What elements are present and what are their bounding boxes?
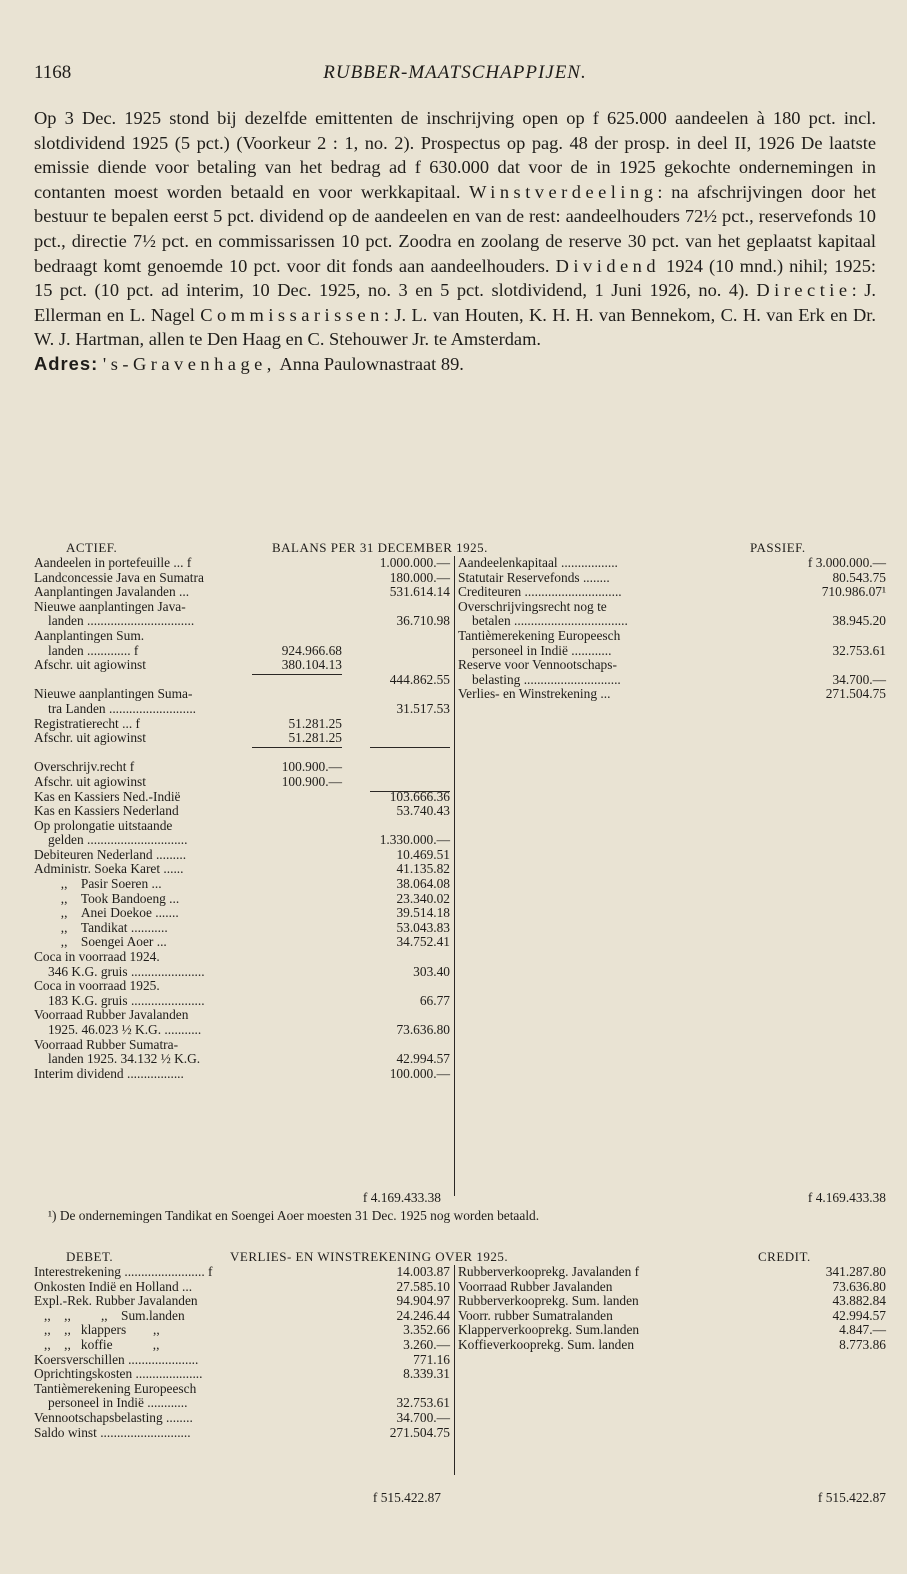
row-label: Kas en Kassiers Nederland: [34, 803, 179, 819]
row-label: Vennootschapsbelasting ........: [34, 1409, 193, 1425]
row-label: Nieuwe aanplantingen Java-: [34, 598, 186, 614]
row-label: ,, Anei Doekoe .......: [34, 905, 179, 921]
table-row: [458, 686, 886, 702]
table-row: [34, 1280, 454, 1295]
row-amount: 23.340.02: [396, 890, 450, 906]
row-label: Voorraad Rubber Javalanden: [458, 1278, 613, 1294]
row-amount: 27.585.10: [396, 1278, 450, 1294]
table-row: [34, 571, 454, 586]
profit-loss-total-credit: f 515.422.87: [817, 1490, 886, 1505]
row-amount: 80.543.75: [832, 569, 886, 585]
table-row: [34, 994, 454, 1009]
balance-head-actief: ACTIEF.: [66, 540, 118, 555]
row-amount: 271.504.75: [825, 686, 886, 702]
row-label: Rubberverkooprekg. Sum. landen: [458, 1293, 639, 1309]
row-label: ,, Pasir Soeren ...: [34, 876, 162, 892]
table-row: [34, 1367, 454, 1382]
row-label: Interim dividend .................: [34, 1065, 184, 1081]
table-row: [34, 556, 454, 571]
row-label: ,, Soengei Aoer ...: [34, 934, 167, 950]
table-row: [34, 1038, 454, 1053]
profit-loss-total-debet: f 515.422.87: [372, 1490, 441, 1505]
address-line: [34, 352, 876, 377]
subtotal-rule: [252, 747, 342, 748]
running-title: RUBBER-MAATSCHAPPIJEN.: [323, 62, 587, 83]
table-row: [34, 1023, 454, 1038]
address-street: Anna Paulownastraat 89.: [275, 353, 464, 374]
row-subamount: 380.104.13: [281, 657, 342, 673]
row-label: Nieuwe aanplantingen Suma-: [34, 686, 193, 702]
row-amount: 100.000.—: [389, 1065, 450, 1081]
label-commissarissen: Commissarissen: [200, 304, 384, 325]
row-label: Reserve voor Vennootschaps-: [458, 657, 617, 673]
row-amount: 531.614.14: [389, 584, 450, 600]
table-row: [34, 804, 454, 819]
row-amount: 34.700.—: [396, 1409, 450, 1425]
row-label: Afschr. uit agiowinst: [34, 657, 146, 673]
balance-header: [34, 541, 876, 556]
balance-total-passief: f 4.169.433.38: [807, 1190, 886, 1205]
row-label: betalen ..................................: [472, 613, 628, 629]
profit-loss-head-debet: DEBET.: [66, 1249, 114, 1264]
row-amount: 41.135.82: [396, 861, 450, 877]
row-label: Tantièmerekening Europeesch: [458, 627, 621, 643]
row-subamount: 100.900.—: [281, 759, 342, 775]
row-label: 183 K.G. gruis ......................: [48, 992, 205, 1008]
table-row: [34, 1411, 454, 1426]
balance-passief-column: [458, 555, 886, 1196]
paragraph-dividend: 1924 (10 mnd.) nihil; 1925: 15 pct. (10 pct. ad interim, 10 Dec. 1925, no. 3 en 5 pct. slotdividend, 1 Juni 1926, no. 4).: [34, 255, 877, 301]
table-row: [34, 921, 454, 936]
table-row: [458, 1336, 886, 1353]
table-row: [34, 775, 454, 790]
table-row: [34, 717, 454, 732]
row-amount: 32.753.61: [396, 1395, 450, 1411]
row-label: Administr. Soeka Karet ......: [34, 861, 184, 877]
table-row: [34, 731, 454, 746]
table-row: [34, 979, 454, 994]
footnote-text: ¹) De ondernemingen Tandikat en Soengei Aoer moesten 31 Dec. 1925 nog worden betaald.: [48, 1208, 540, 1223]
profit-loss-totals: [34, 1490, 886, 1506]
paragraph-emission: Op 3 Dec. 1925 stond bij dezelfde emittenten de inschrijving open op f 625.000 aandeelen à 180 pct. incl. slotdividend 1925 (5 pct.) (Voorkeur 2 : 1, no. 2). Prospectus op pag. 48 der prosp. in deel II, 1926 De laatste emissie diende voor betaling van het bedrag ad f 630.000 dat voor de in 1925 gekochte ondernemingen in contanten moest worden betaald en voor werkkapitaal.: [34, 108, 876, 202]
balance-head-passief: PASSIEF.: [750, 540, 806, 555]
table-row: [34, 1426, 454, 1441]
row-subamount: 100.900.—: [281, 773, 342, 789]
table-row: [458, 600, 876, 615]
row-subamount: 51.281.25: [288, 730, 342, 746]
row-amount: 73.636.80: [832, 1278, 886, 1294]
row-label: Kas en Kassiers Ned.-Indië: [34, 788, 181, 804]
row-label: Aanplantingen Javalanden ...: [34, 584, 190, 600]
table-row: [34, 629, 454, 644]
row-amount: 53.043.83: [396, 919, 450, 935]
table-row: [34, 1052, 454, 1067]
row-label: Voorr. rubber Sumatralanden: [458, 1307, 613, 1323]
row-label: Tantièmerekening Europeesch: [34, 1380, 197, 1396]
row-label: Koersverschillen .....................: [34, 1351, 199, 1367]
amount-rule: [370, 747, 450, 748]
profit-loss-head-title: VERLIES- EN WINSTREKENING OVER 1925.: [230, 1249, 509, 1264]
row-label: Interestrekening ........................ f: [34, 1264, 213, 1279]
row-amount: 303.40: [413, 963, 450, 979]
table-row: [458, 642, 886, 659]
row-label: Aandeelenkapitaal .................: [458, 555, 618, 570]
row-label: Aandeelen in portefeuille ... f: [34, 555, 192, 570]
row-label: landen ............. f: [48, 642, 139, 658]
row-label: Verlies- en Winstrekening ...: [458, 686, 611, 702]
row-label: ,, Tandikat ...........: [34, 919, 168, 935]
row-amount: 14.003.87: [396, 1264, 450, 1279]
row-label: Coca in voorraad 1925.: [34, 978, 160, 994]
balance-total-actief: f 4.169.433.38: [362, 1190, 441, 1205]
row-label: Klapperverkooprekg. Sum.landen: [458, 1322, 640, 1338]
table-row: [34, 848, 454, 863]
table-row: [34, 746, 454, 761]
row-label: Coca in voorraad 1924.: [34, 949, 160, 965]
row-label: Oprichtingskosten ....................: [34, 1366, 203, 1382]
row-amount: 771.16: [413, 1351, 450, 1367]
table-row: [458, 1322, 886, 1338]
paragraph-commissarissen: : J. L. van Houten, K. H. H. van Bennekom, C. H. van Erk en Dr. W. J. Hartman, allen te Den Haag en C. Stehouwer Jr. te Amsterdam.: [34, 304, 876, 350]
table-row: [34, 585, 454, 600]
row-label: landen 1925. 34.132 ½ K.G.: [48, 1051, 201, 1067]
table-row: [34, 644, 454, 659]
table-row: [34, 673, 454, 688]
table-row: [34, 1008, 454, 1023]
label-winstverdeeling: Winstverdeeling: [469, 181, 658, 202]
body-text: [34, 106, 876, 377]
row-label: ,, Took Bandoeng ...: [34, 890, 180, 906]
row-amount: 43.882.84: [832, 1293, 886, 1309]
row-label: Overschrijv.recht f: [34, 759, 135, 775]
row-amount: 73.636.80: [396, 1022, 450, 1037]
row-amount: 42.994.57: [396, 1051, 450, 1067]
table-row: [34, 1323, 454, 1338]
page-number: 1168: [34, 62, 72, 83]
table-row: [34, 600, 454, 615]
row-label: ,, ,, koffie ,,: [34, 1336, 160, 1352]
table-row: [34, 877, 454, 892]
row-label: Aanplantingen Sum.: [34, 627, 145, 643]
row-amount: 4.847.—: [839, 1322, 886, 1338]
table-row: [34, 1338, 454, 1353]
table-row: [34, 1396, 454, 1411]
row-label: gelden ..............................: [48, 832, 188, 848]
row-label: Overschrijvingsrecht nog te: [458, 598, 607, 614]
row-amount: 24.246.44: [396, 1307, 450, 1323]
row-amount: 39.514.18: [396, 905, 450, 921]
row-label: Afschr. uit agiowinst: [34, 730, 146, 746]
balance-head-title: BALANS PER 31 DECEMBER 1925.: [272, 540, 488, 555]
profit-loss-head-credit: CREDIT.: [758, 1249, 811, 1264]
table-row: [34, 892, 454, 907]
paragraph-directie: : J. Ellerman en L. Nagel: [34, 280, 876, 325]
row-amount: 8.773.86: [839, 1336, 886, 1352]
table-row: [458, 1293, 886, 1309]
row-label: personeel in Indië ............: [472, 642, 612, 658]
row-label: landen ................................: [48, 613, 195, 629]
table-row: [458, 555, 886, 571]
label-adres: Adres:: [34, 352, 99, 374]
table-row: [34, 819, 454, 834]
row-amount: 38.945.20: [832, 613, 886, 629]
row-label: personeel in Indië ............: [48, 1395, 188, 1411]
table-row: [34, 965, 454, 980]
row-amount: 341.287.80: [825, 1264, 886, 1279]
row-amount: 10.469.51: [396, 846, 450, 862]
row-subamount: 51.281.25: [288, 715, 342, 731]
table-row: [34, 1382, 454, 1397]
balance-sheet: [34, 540, 886, 1201]
row-label: Expl.-Rek. Rubber Javalanden: [34, 1293, 198, 1309]
row-amount: 444.862.55: [389, 671, 450, 687]
table-row: [34, 906, 454, 921]
table-row: [34, 614, 454, 629]
table-row: [34, 790, 454, 805]
row-label: Voorraad Rubber Javalanden: [34, 1007, 189, 1023]
table-row: [34, 862, 454, 877]
row-amount: f 3.000.000.—: [807, 555, 886, 570]
table-row: [34, 833, 454, 848]
running-head: [34, 62, 876, 88]
row-label: Registratierecht ... f: [34, 715, 140, 731]
table-row: [458, 658, 876, 673]
row-label: Debiteuren Nederland .........: [34, 846, 187, 862]
paragraph-winstverdeeling: : na afschrijvingen door het bestuur te bepalen eerst 5 pct. dividend op de aandeelen en van de rest: aandeelhouders 72½ pct., reservefonds 10 pct., directie 7½ pct. en commissarissen 10 pct. Zoodra en zoolang de reserve 30 pct. van het geplaatst kapitaal bedraagt komt genoemde 10 pct. voor dit fonds aan aandeelhouders.: [34, 181, 877, 276]
row-label: Rubberverkooprekg. Javalanden f: [458, 1264, 640, 1279]
row-label: belasting .............................: [472, 671, 621, 687]
row-label: 346 K.G. gruis ......................: [48, 963, 205, 979]
row-label: ,, ,, ,, Sum.landen: [34, 1307, 185, 1323]
table-row: [458, 629, 876, 644]
table-row: [34, 760, 454, 775]
row-label: Saldo winst ...........................: [34, 1424, 191, 1440]
row-label: Onkosten Indië en Holland ...: [34, 1278, 193, 1294]
table-row: [458, 569, 886, 586]
table-row: [458, 613, 886, 629]
table-row: [34, 687, 454, 702]
row-subamount: 924.966.68: [281, 642, 342, 658]
row-amount: 31.517.53: [396, 700, 450, 716]
row-amount: 103.666.36: [389, 788, 450, 804]
row-label: tra Landen ..........................: [48, 700, 197, 716]
company-paragraph: [34, 106, 876, 352]
row-amount: 34.752.41: [396, 934, 450, 950]
subtotal-rule: [252, 674, 342, 675]
row-label: Op prolongatie uitstaande: [34, 817, 173, 833]
table-row: [458, 1264, 886, 1280]
profit-loss-credit-column: [458, 1264, 886, 1475]
row-amount: 66.77: [419, 992, 450, 1008]
table-row: [34, 935, 454, 950]
table-row: [458, 584, 886, 600]
table-row: [458, 1278, 886, 1295]
row-amount: 3.352.66: [403, 1322, 450, 1338]
table-row: [34, 1067, 454, 1082]
row-amount: 3.260.—: [403, 1336, 450, 1352]
table-row: [34, 702, 454, 717]
row-amount: 32.753.61: [832, 642, 886, 658]
table-row: [458, 1307, 886, 1324]
row-label: 1925. 46.023 ½ K.G. ...........: [48, 1022, 202, 1037]
footnote: [34, 1208, 876, 1223]
row-label: Landconcessie Java en Sumatra: [34, 569, 204, 585]
row-label: Voorraad Rubber Sumatra-: [34, 1036, 179, 1052]
row-amount: 180.000.—: [389, 569, 450, 585]
row-label: Koffieverkooprekg. Sum. landen: [458, 1336, 635, 1352]
profit-loss-account: [34, 1249, 886, 1470]
balance-actief-column: [34, 556, 455, 1196]
row-amount: 94.904.97: [396, 1293, 450, 1309]
row-amount: 53.740.43: [396, 803, 450, 819]
row-amount: 36.710.98: [396, 613, 450, 629]
table-row: [34, 1353, 454, 1368]
row-amount: 38.064.08: [396, 876, 450, 892]
row-label: Statutair Reservefonds ........: [458, 569, 610, 585]
table-row: [34, 1265, 454, 1280]
balance-totals: [34, 1190, 886, 1206]
row-amount: 1.330.000.—: [379, 832, 450, 848]
table-row: [34, 950, 454, 965]
table-row: [34, 658, 454, 673]
table-row: [34, 1309, 454, 1324]
row-amount: 271.504.75: [389, 1424, 450, 1440]
label-dividend: Dividend: [555, 255, 661, 276]
label-directie: Directie: [756, 280, 852, 301]
row-label: Crediteuren .............................: [458, 584, 622, 600]
row-amount: 710.986.07¹: [821, 584, 886, 600]
table-row: [458, 671, 886, 688]
row-amount: 1.000.000.—: [379, 555, 450, 570]
row-amount: 42.994.57: [832, 1307, 886, 1323]
row-amount: 8.339.31: [403, 1366, 450, 1382]
row-amount: 34.700.—: [832, 671, 886, 687]
profit-loss-debet-column: [34, 1265, 455, 1475]
table-row: [34, 1294, 454, 1309]
profit-loss-header: [34, 1250, 876, 1265]
address-city: 's-Gravenhage,: [102, 353, 276, 374]
row-label: ,, ,, klappers ,,: [34, 1322, 160, 1338]
row-label: Afschr. uit agiowinst: [34, 773, 146, 789]
